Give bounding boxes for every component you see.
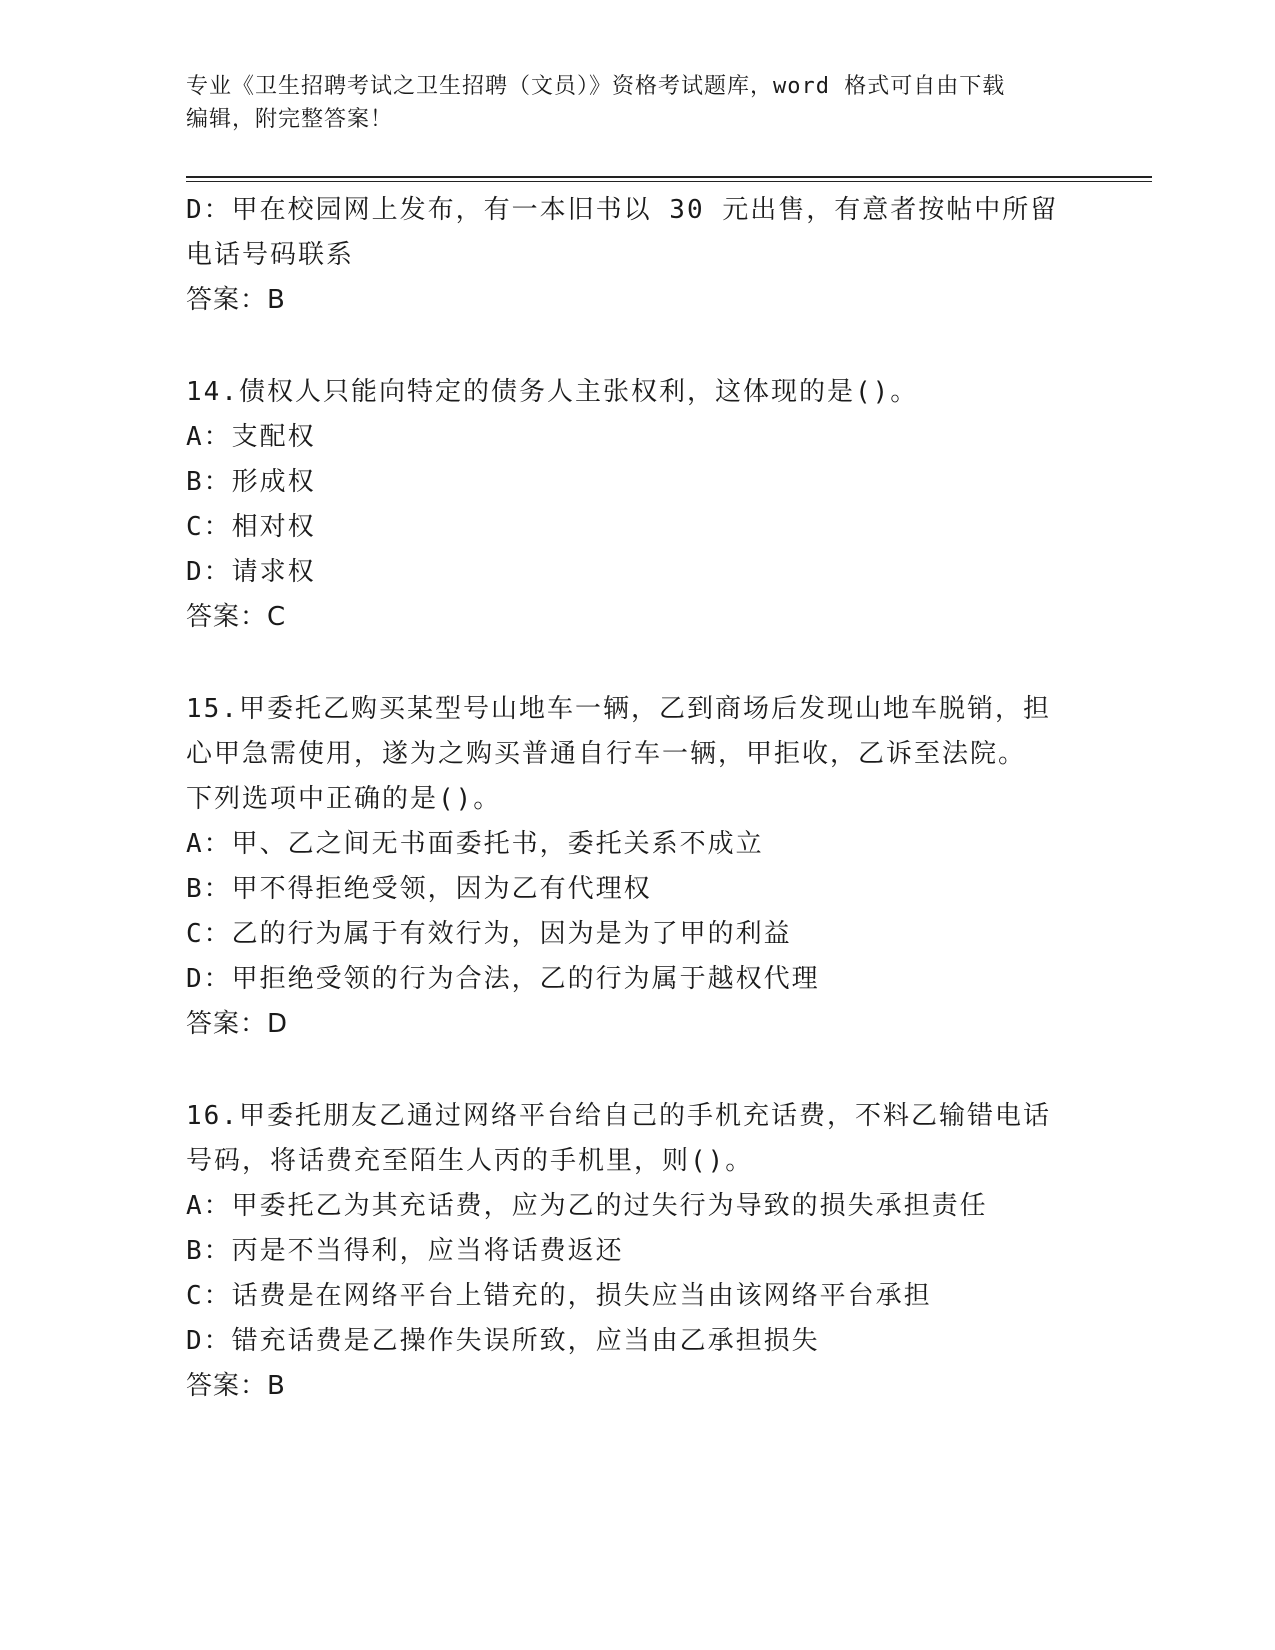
header-divider-thick [186, 176, 1152, 178]
option-d-continued: 电话号码联系 [186, 240, 355, 270]
header-line-2: 编辑，附完整答案！ [186, 107, 394, 132]
option-d: D：错充话费是乙操作失误所致，应当由乙承担损失 [186, 1326, 820, 1356]
option-c: C：乙的行为属于有效行为，因为是为了甲的利益 [186, 919, 792, 949]
question-stem: 15.甲委托乙购买某型号山地车一辆，乙到商场后发现山地车脱销，担 [186, 694, 1051, 724]
question-14 [186, 370, 1086, 640]
question-stem-continued: 下列选项中正确的是()。 [186, 784, 502, 814]
option-b: B：形成权 [186, 467, 316, 497]
header-divider-thin [186, 181, 1152, 182]
question-stem: 16.甲委托朋友乙通过网络平台给自己的手机充话费，不料乙输错电话 [186, 1101, 1051, 1131]
option-a: A：甲、乙之间无书面委托书，委托关系不成立 [186, 829, 764, 859]
question-16 [186, 1094, 1086, 1409]
question-stem: 14.债权人只能向特定的债务人主张权利，这体现的是()。 [186, 377, 919, 407]
question-13-tail [186, 188, 1086, 323]
question-list [186, 188, 1086, 1409]
option-d: D：甲拒绝受领的行为合法，乙的行为属于越权代理 [186, 964, 820, 994]
option-c: C：相对权 [186, 512, 316, 542]
question-15 [186, 687, 1086, 1047]
option-c: C：话费是在网络平台上错充的，损失应当由该网络平台承担 [186, 1281, 932, 1311]
option-d: D：甲在校园网上发布，有一本旧书以 30 元出售，有意者按帖中所留 [186, 195, 1059, 225]
header-line-1: 专业《卫生招聘考试之卫生招聘（文员）》资格考试题库，word 格式可自由下载 [186, 74, 1006, 99]
question-stem-continued: 号码，将话费充至陌生人丙的手机里，则()。 [186, 1146, 754, 1176]
option-d: D：请求权 [186, 557, 316, 587]
option-a: A：支配权 [186, 422, 316, 452]
option-a: A：甲委托乙为其充话费，应为乙的过失行为导致的损失承担责任 [186, 1191, 988, 1221]
question-stem-continued: 心甲急需使用，遂为之购买普通自行车一辆，甲拒收，乙诉至法院。 [186, 739, 1027, 769]
answer-line: 答案：B [186, 285, 286, 315]
option-b: B：丙是不当得利，应当将话费返还 [186, 1236, 624, 1266]
page-header [186, 70, 1086, 136]
answer-line: 答案：C [186, 602, 287, 632]
option-b: B：甲不得拒绝受领，因为乙有代理权 [186, 874, 652, 904]
answer-line: 答案：B [186, 1371, 286, 1401]
answer-line: 答案：D [186, 1009, 289, 1039]
